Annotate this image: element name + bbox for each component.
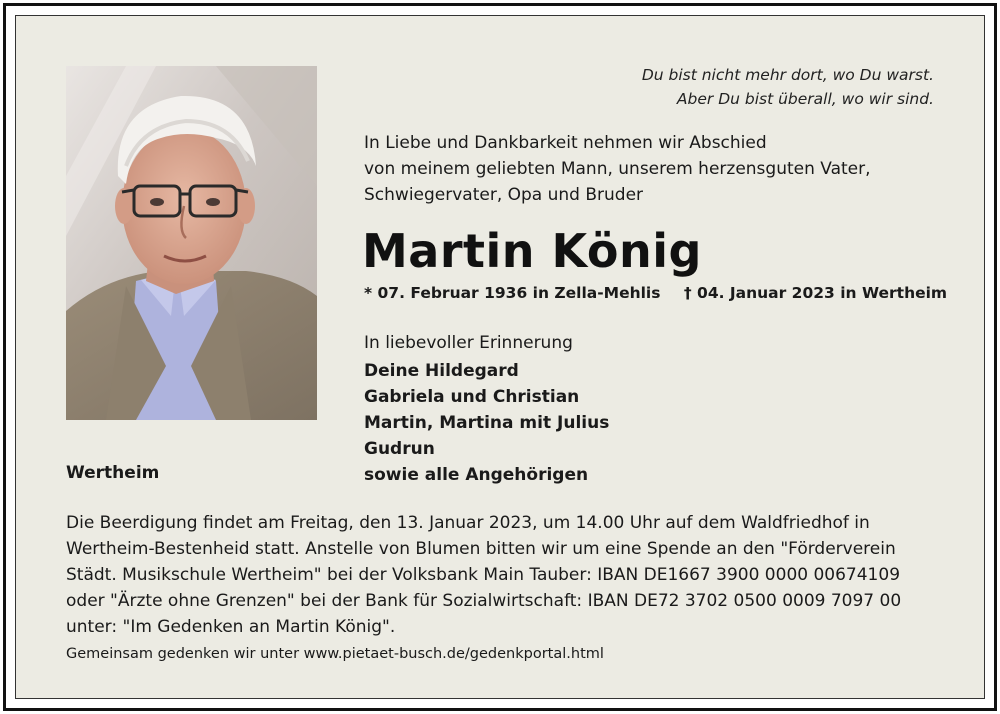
intro-line-1: In Liebe und Dankbarkeit nehmen wir Abschied xyxy=(364,133,767,153)
funeral-info xyxy=(66,510,946,640)
mourner-item: sowie alle Angehörigen xyxy=(364,465,589,485)
funeral-line: unter: "Im Gedenken an Martin König". xyxy=(66,617,396,637)
portrait-photo xyxy=(66,66,317,420)
mourner-item: Gudrun xyxy=(364,439,435,459)
intro-line-2: von meinem geliebten Mann, unserem herzensguten Vater, xyxy=(364,159,871,179)
intro-text xyxy=(364,130,871,208)
quote xyxy=(642,63,934,111)
mourner-item: Martin, Martina mit Julius xyxy=(364,413,610,433)
memorial-portal-note: Gemeinsam gedenken wir unter www.pietaet-busch.de/gedenkportal.html xyxy=(66,646,604,662)
deceased-name: Martin König xyxy=(362,224,702,278)
funeral-line: Die Beerdigung findet am Freitag, den 13. Januar 2023, um 14.00 Uhr auf dem Waldfriedhof in xyxy=(66,513,870,533)
mourner-item: Deine Hildegard xyxy=(364,361,519,381)
funeral-line: Städt. Musikschule Wertheim" bei der Volksbank Main Tauber: IBAN DE1667 3900 0000 00674109 xyxy=(66,565,901,585)
quote-line-1: Du bist nicht mehr dort, wo Du warst. xyxy=(641,66,934,84)
quote-line-2: Aber Du bist überall, wo wir sind. xyxy=(676,90,934,108)
birth-date: * 07. Februar 1936 in Zella-Mehlis xyxy=(364,284,661,302)
mourner-item: Gabriela und Christian xyxy=(364,387,580,407)
mourners-list xyxy=(364,358,609,488)
intro-line-3: Schwiegervater, Opa und Bruder xyxy=(364,185,644,205)
funeral-line: oder "Ärzte ohne Grenzen" bei der Bank für Sozialwirtschaft: IBAN DE72 3702 0500 0009 7097 00 xyxy=(66,591,902,611)
funeral-line: Wertheim-Bestenheid statt. Anstelle von Blumen bitten wir um eine Spende an den "Förderverein xyxy=(66,539,896,559)
place-name: Wertheim xyxy=(66,463,160,483)
life-dates xyxy=(364,284,947,302)
death-date: † 04. Januar 2023 in Wertheim xyxy=(683,284,948,302)
memory-line: In liebevoller Erinnerung xyxy=(364,333,573,353)
